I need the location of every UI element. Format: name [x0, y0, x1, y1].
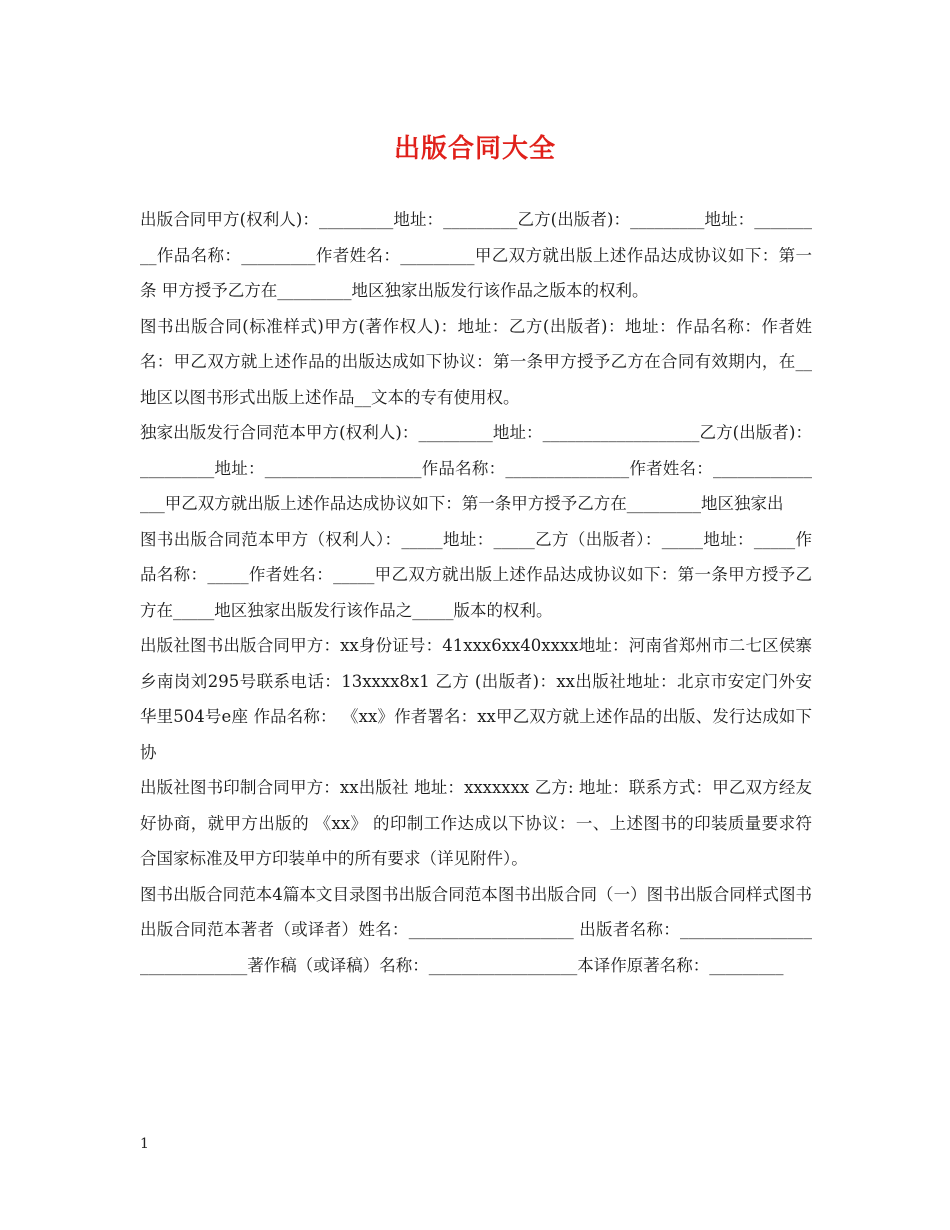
page-number: 1	[140, 1136, 149, 1152]
paragraph-contract-templates-list: 图书出版合同范本4篇本文目录图书出版合同范本图书出版合同（一）图书出版合同样式图书出版合同范本著者（或译者）姓名：____________________ 出版者名称：_____________________________著作稿（或译稿）名称：__________________本译作原著名称：_________	[140, 884, 812, 975]
paragraph-book-contract-template: 图书出版合同范本甲方（权利人）：_____地址：_____乙方（出版者）：_____地址：_____作品名称：_____作者姓名：_____甲乙双方就出版上述作品达成协议如下：第一条甲方授予乙方在_____地区独家出版发行该作品之_____版本的权利。	[140, 529, 812, 620]
document-title: 出版合同大全	[393, 134, 556, 164]
document-body	[140, 202, 812, 983]
paragraph-exclusive-distribution-contract: 独家出版发行合同范本甲方(权利人)：_________地址：___________________乙方(出版者)：_________地址：___________________作品名称：_______________作者姓名：_______________甲乙双方就出版上述作品达成协议如下：第一条甲方授予乙方在_________地区独家出	[140, 423, 812, 513]
paragraph-printing-contract: 出版社图书印制合同甲方：xx出版社 地址：xxxxxxx 乙方: 地址：联系方式：甲乙双方经友好协商，就甲方出版的 《xx》 的印制工作达成以下协议：一、上述图书的印装质量要求符合国家标准及甲方印装单中的所有要求（详见附件）。	[140, 778, 812, 868]
paragraph-publishing-contract: 出版合同甲方(权利人)：_________地址：_________乙方(出版者)：_________地址：_________作品名称：_________作者姓名：_________甲乙双方就出版上述作品达成协议如下：第一条 甲方授予乙方在_________地区独家出版发行该作品之版本的权利。	[140, 210, 812, 300]
paragraph-publisher-book-contract: 出版社图书出版合同甲方：xx身份证号：41xxx6xx40xxxx地址：河南省郑州市二七区侯寨乡南岗刘295号联系电话：13xxxx8x1 乙方 (出版者)：xx出版社地址：北京市安定门外安华里504号e座 作品名称： 《xx》作者署名：xx甲乙双方就上述作品的出版、发行达成如下协	[140, 636, 812, 762]
paragraph-standard-book-contract: 图书出版合同(标准样式)甲方(著作权人)：地址：乙方(出版者)：地址：作品名称：作者姓名：甲乙双方就上述作品的出版达成如下协议：第一条甲方授予乙方在合同有效期内，在__地区以图书形式出版上述作品__文本的专有使用权。	[140, 316, 812, 407]
